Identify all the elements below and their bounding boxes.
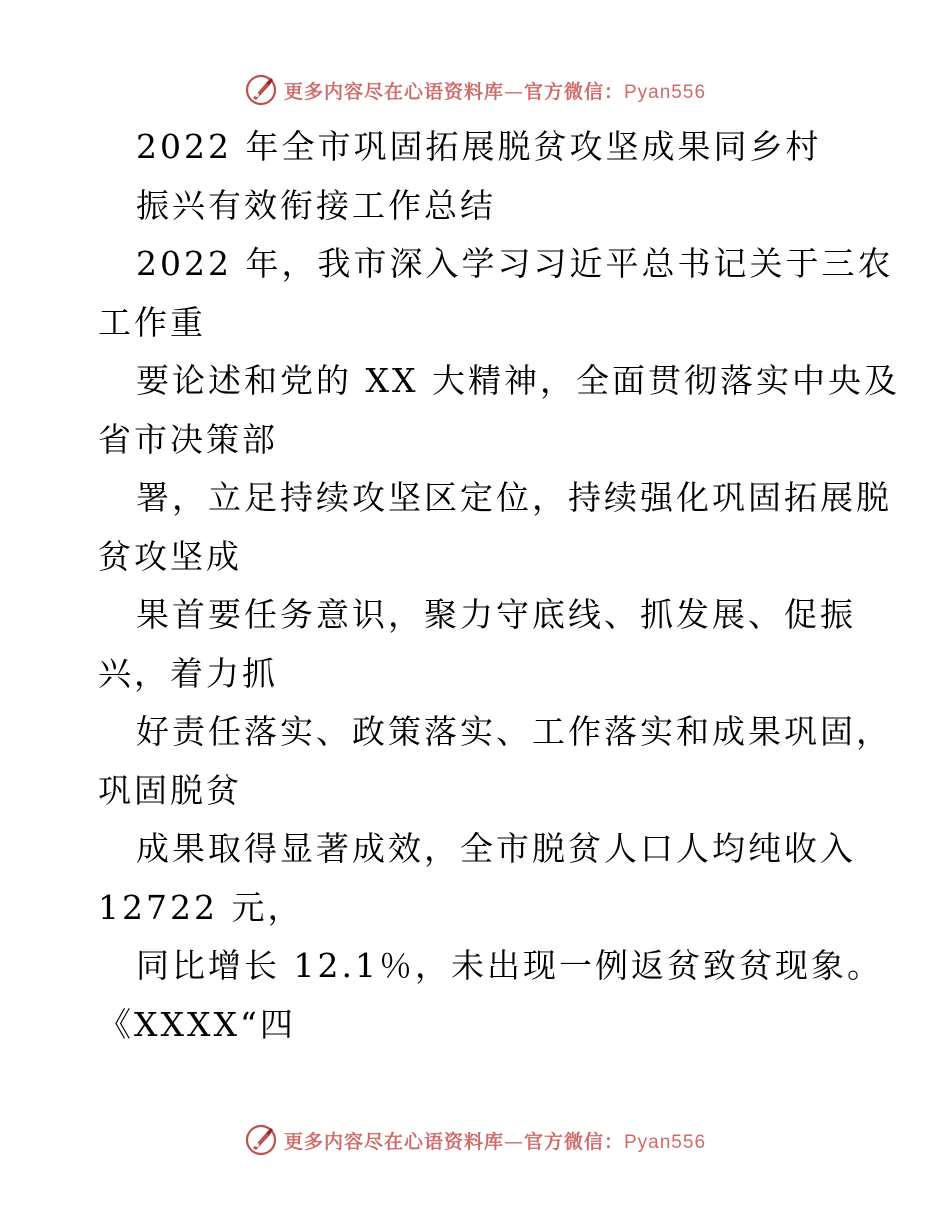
- paragraph-line: 同比增长 12.1％，未出现一例返贫致贫现象。: [136, 946, 883, 985]
- banner-text: [284, 77, 706, 104]
- document-title-line-1: 2022 年全市巩固拓展脱贫攻坚成果同乡村: [136, 127, 822, 166]
- paragraph-line: 《XXXX“四: [98, 1004, 296, 1044]
- banner-wechat-label: 官方微信：: [523, 1130, 624, 1153]
- quill-pen-seal-icon: [244, 73, 278, 107]
- paragraph-line: 省市决策部: [98, 419, 278, 459]
- paragraph-line: 贫攻坚成: [98, 536, 242, 576]
- banner-separator: —: [503, 80, 524, 103]
- paragraph-line: 果首要任务意识，聚力守底线、抓发展、促振: [136, 595, 856, 634]
- banner-wechat-id: Pyan556: [624, 1131, 707, 1153]
- paragraph-line: 2022 年，我市深入学习习近平总书记关于三农: [136, 244, 894, 283]
- paragraph-line: 要论述和党的 XX 大精神，全面贯彻落实中央及: [136, 361, 900, 400]
- banner-text: [284, 1127, 706, 1154]
- header-banner: [0, 70, 950, 110]
- banner-separator: —: [503, 1130, 524, 1153]
- paragraph-line: 工作重: [98, 302, 206, 342]
- banner-site-name: 更多内容尽在心语资料库: [283, 80, 504, 103]
- footer-banner: [0, 1120, 950, 1160]
- paragraph-line: 好责任落实、政策落实、工作落实和成果巩固，: [136, 712, 892, 751]
- banner-wechat-label: 官方微信：: [523, 80, 624, 103]
- quill-pen-seal-icon: [244, 1123, 278, 1157]
- banner-wechat-id: Pyan556: [624, 81, 707, 103]
- document-body: [98, 118, 900, 1054]
- document-title-line-2: 振兴有效衔接工作总结: [136, 185, 496, 225]
- paragraph-line: 成果取得显著成效，全市脱贫人口人均纯收入: [136, 829, 856, 868]
- paragraph-line: 兴，着力抓: [98, 653, 278, 693]
- paragraph-line: 巩固脱贫: [98, 770, 242, 810]
- paragraph-line: 署，立足持续攻坚区定位，持续强化巩固拓展脱: [136, 478, 892, 517]
- paragraph-line: 12722 元，: [98, 887, 304, 927]
- banner-site-name: 更多内容尽在心语资料库: [283, 1130, 504, 1153]
